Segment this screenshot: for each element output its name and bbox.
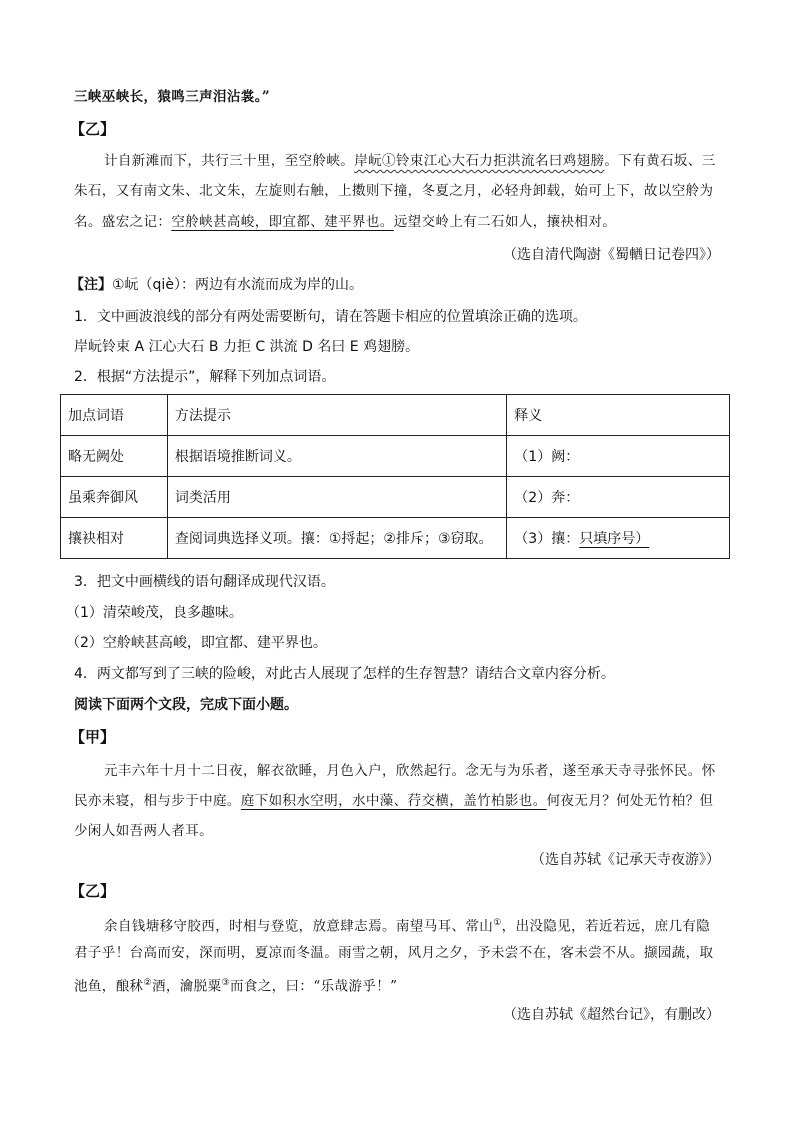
- answer-hint: 只填序号）: [579, 531, 650, 547]
- table-cell: 略无阙处: [61, 436, 168, 477]
- passage-jia-line-2-prefix: 民亦未寝，相与步于中庭。: [74, 793, 241, 809]
- passage-yi-b-line-3-c: 而食之，曰：“乐哉游乎！”: [229, 978, 398, 995]
- wavy-underlined-phrase: 岸岏①铃束江心大石力拒洪流名曰鸡翅膀: [354, 153, 605, 169]
- passage-yi-line-1-suffix: 。下有黄石坂、三: [604, 153, 716, 169]
- table-cell: 根据语境推断词义。: [167, 436, 506, 477]
- passage-jia-source: （选自苏轼《记承天寺夜游》）: [531, 852, 720, 868]
- table-header-cell: 方法提示: [167, 395, 506, 436]
- passage-yi-line-1: [104, 152, 716, 170]
- table-row: [61, 477, 730, 518]
- question-3-item-2: （2）空舲峡甚高峻，即宜都、建平界也。: [66, 635, 327, 651]
- passage-yi-line-3-prefix: 名。盛宏之记：: [74, 214, 172, 230]
- note-text: ①岏（qiè）：两边有水流而成为岸的山。: [112, 277, 363, 293]
- question-2: 2．根据“方法提示”，解释下列加点词语。: [74, 369, 336, 385]
- passage-yi-line-1-prefix: 计自新滩而下，共行三十里，至空舲峡。: [104, 153, 355, 169]
- passage-yi-b-line-3-a: 池鱼，酿秫: [74, 978, 144, 995]
- question-1: 1．文中画波浪线的部分有两处需要断句，请在答题卡相应的位置填涂正确的选项。: [74, 309, 587, 325]
- question-1-options: 岸岏铃束 A 江心大石 B 力拒 C 洪流 D 名曰 E 鸡翅膀。: [74, 339, 420, 355]
- passage-yi-label: 【乙】: [70, 120, 116, 138]
- passage-jia-label: 【甲】: [70, 728, 116, 746]
- passage-jia-line-3: 少闲人如吾两人者耳。: [74, 823, 213, 839]
- table-row: [61, 436, 730, 477]
- passage-yi-line-2: 朱石，又有南文朱、北文朱，左旋则右触，上擞则下撞，冬夏之月，必轻舟卸载，始可上下，故以空舲为: [74, 183, 714, 199]
- underlined-sentence: 空舲峡甚高峻，即宜都、建平界也。: [171, 214, 394, 230]
- passage-yi-b-source: （选自苏轼《超然台记》，有删改）: [503, 1007, 720, 1023]
- table-cell-label: （3）攘：: [514, 531, 580, 547]
- table-cell: （1）阙：: [507, 436, 730, 477]
- passage-yi-line-3: [74, 213, 616, 231]
- passage-yi-source: （选自清代陶澍《蜀輶日记卷四》）: [503, 247, 720, 263]
- table-cell: 攘袂相对: [61, 518, 168, 559]
- footnote-marker: ①: [493, 918, 502, 928]
- passage-yi-b-line-3: [74, 974, 397, 996]
- passage-jia-tail-line: 三峡巫峡长，猿鸣三声泪沾裳。”: [74, 89, 271, 105]
- table-header-row: [61, 395, 730, 436]
- passage-yi-line-3-suffix: 远望交岭上有二石如人，攘袂相对。: [393, 214, 617, 230]
- passage-yi-b-label: 【乙】: [70, 882, 116, 900]
- passage-yi-b-line-1-b: ，出没隐见，若近若远，庶几有隐: [501, 918, 711, 935]
- passage-jia-line-2-suffix: 何夜无月？何处无竹柏？但: [546, 793, 714, 809]
- underlined-sentence: 庭下如积水空明，水中藻、荇交横，盖竹柏影也。: [240, 793, 547, 809]
- passage-yi-b-line-1: [104, 914, 710, 936]
- passage-yi-b-line-1-a: 余自钱塘移守胶西，时相与登览，放意肆志焉。南望马耳、常山: [104, 918, 494, 935]
- question-3-item-1: （1）清荣峻茂，良多趣味。: [66, 605, 243, 621]
- word-explanation-table: [60, 394, 730, 559]
- footnote-marker: ②: [143, 978, 152, 988]
- table-cell: 虽乘奔御风: [61, 477, 168, 518]
- table-row: [61, 518, 730, 559]
- table-cell: 词类活用: [167, 477, 506, 518]
- note-label: 【注】: [70, 277, 112, 293]
- passage-yi-b-line-2: 君子乎！台高而安，深而明，夏凉而冬温。雨雪之朝，风月之夕，予未尝不在，客未尝不从。撷园蔬，取: [74, 945, 714, 961]
- table-cell: [507, 518, 730, 559]
- table-header-cell: 释义: [507, 395, 730, 436]
- footnote-marker: ③: [221, 978, 230, 988]
- passage-yi-b-line-3-b: 酒，瀹脱粟: [151, 978, 222, 995]
- table-cell: 查阅词典选择义项。攘：①捋起；②排斥；③窃取。: [167, 518, 506, 559]
- annotation-note: [70, 276, 363, 294]
- table-header-cell: 加点词语: [61, 395, 168, 436]
- passage-jia-line-2: [74, 792, 713, 810]
- reading-instruction: 阅读下面两个文段，完成下面小题。: [74, 697, 298, 713]
- question-3: 3．把文中画横线的语句翻译成现代汉语。: [74, 574, 335, 590]
- table-cell: （2）奔：: [507, 477, 730, 518]
- passage-jia-line-1: 元丰六年十月十二日夜，解衣欲睡，月色入户，欣然起行。念无与为乐者，遂至承天寺寻张怀民。怀: [104, 763, 716, 779]
- question-4: 4．两文都写到了三峡的险峻，对此古人展现了怎样的生存智慧？请结合文章内容分析。: [74, 666, 615, 682]
